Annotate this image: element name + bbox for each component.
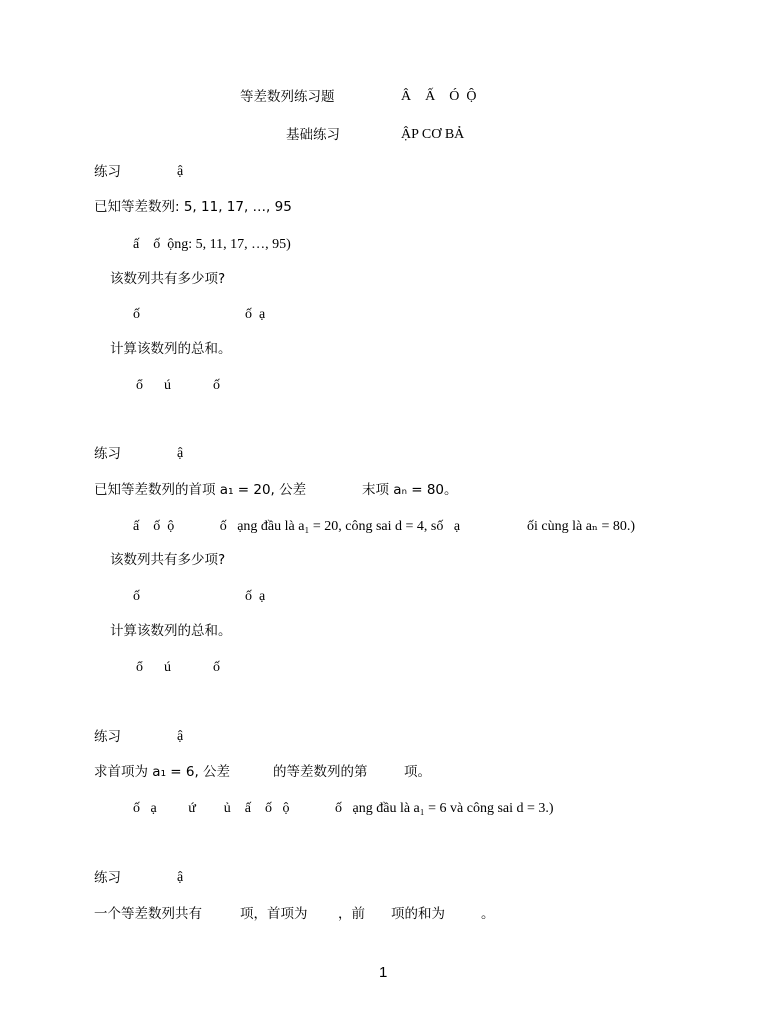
- exercise-1-statement: 已知等差数列: 5, 11, 17, …, 95: [94, 199, 292, 215]
- exercise-2-statement-vi: ấ ố ộ ố ạng đầu là a₁ = 20, công sai d = 4, số ạ: [133, 519, 461, 534]
- exercise-3-heading-vi: ậ: [177, 729, 184, 744]
- exercise-1-question-1-vi: ố ố ạ: [133, 307, 266, 322]
- exercise-4-statement-d: 项的和为: [391, 906, 445, 922]
- page-subtitle-vi: ẬP CƠ BẢ: [401, 127, 465, 142]
- exercise-2-question-2: 计算该数列的总和。: [110, 623, 232, 639]
- exercise-3-statement: 求首项为 a₁ = 6, 公差: [94, 764, 231, 780]
- exercise-1-question-2-vi: ổ ú ố: [136, 378, 220, 393]
- exercise-2-statement-end: 末项 aₙ = 80。: [362, 482, 458, 498]
- exercise-2-statement: 已知等差数列的首项 a₁ = 20, 公差: [94, 482, 307, 498]
- exercise-3-statement-end: 项。: [404, 764, 431, 780]
- exercise-4-statement: 一个等差数列共有: [94, 906, 202, 922]
- exercise-1-question-1: 该数列共有多少项?: [110, 271, 226, 287]
- exercise-1-statement-vi: ấ ố ộng: 5, 11, 17, …, 95): [133, 237, 291, 252]
- exercise-3-statement-vi: ố ạ ứ ủ ấ ố ộ ố ạng đầu là a₁ = 6 và công sai d = 3.): [133, 801, 554, 816]
- exercise-2-question-2-vi: ổ ú ố: [136, 660, 220, 675]
- page-number: 1: [379, 964, 388, 981]
- exercise-2-heading: 练习: [94, 446, 121, 462]
- exercise-2-question-1-vi: ố ố ạ: [133, 589, 266, 604]
- page-title: 等差数列练习题: [240, 89, 335, 105]
- exercise-4-heading-vi: ậ: [177, 870, 184, 885]
- exercise-1-heading: 练习: [94, 164, 121, 180]
- exercise-4-statement-e: 。: [481, 906, 495, 922]
- page-title-vi: Â Ấ Ó Ộ: [401, 89, 477, 104]
- exercise-2-question-1: 该数列共有多少项?: [110, 552, 226, 568]
- exercise-3-heading: 练习: [94, 729, 121, 745]
- exercise-2-statement-vi-end: ối cùng là aₙ = 80.): [527, 519, 636, 534]
- exercise-3-statement-mid: 的等差数列的第: [273, 764, 368, 780]
- exercise-2-heading-vi: ậ: [177, 446, 184, 461]
- page-subtitle: 基础练习: [286, 127, 340, 143]
- exercise-4-statement-c: ，前: [338, 906, 365, 922]
- exercise-1-question-2: 计算该数列的总和。: [110, 341, 232, 357]
- exercise-1-heading-vi: ậ: [177, 164, 184, 179]
- exercise-4-heading: 练习: [94, 870, 121, 886]
- exercise-4-statement-b: 项，首项为: [240, 906, 308, 922]
